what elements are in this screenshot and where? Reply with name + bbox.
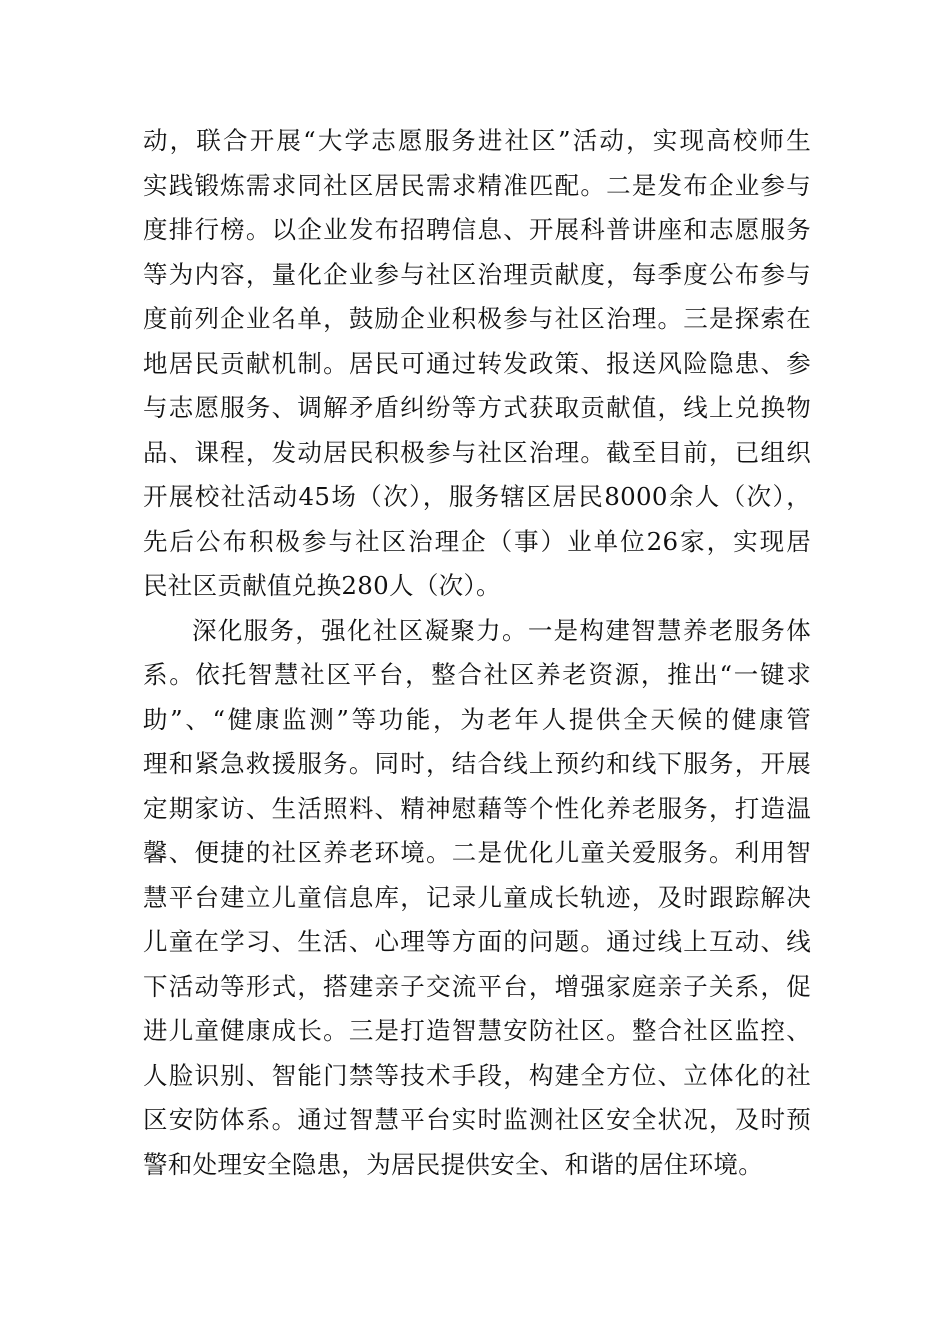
text-line: 度排行榜。以企业发布招聘信息、开展科普讲座和志愿服务 <box>143 215 811 244</box>
text-line: 定期家访、生活照料、精神慰藉等个性化养老服务，打造温 <box>143 793 811 823</box>
text-line: 实践锻炼需求同社区居民需求精准匹配。二是发布企业参与 <box>143 170 811 200</box>
text-line: 人脸识别、智能门禁等技术手段，构建全方位、立体化的社 <box>143 1060 811 1090</box>
text-line: 区安防体系。通过智慧平台实时监测社区安全状况，及时预 <box>143 1105 811 1134</box>
text-line: 先后公布积极参与社区治理企（事）业单位26家，实现居 <box>143 526 811 556</box>
text-line: 地居民贡献机制。居民可通过转发政策、报送风险隐患、参 <box>143 348 811 378</box>
text-line: 度前列企业名单，鼓励企业积极参与社区治理。三是探索在 <box>143 304 811 333</box>
text-line: 馨、便捷的社区养老环境。二是优化儿童关爱服务。利用智 <box>143 838 811 867</box>
text-line: 深化服务，强化社区凝聚力。一是构建智慧养老服务体 <box>192 615 811 645</box>
text-line: 系。依托智慧社区平台，整合社区养老资源，推出“一键求 <box>143 660 811 689</box>
paragraph-1 <box>143 119 811 609</box>
paragraph-2 <box>143 609 811 1188</box>
document-body <box>143 119 811 1187</box>
text-line: 民社区贡献值兑换280人（次）。 <box>143 571 501 600</box>
text-line: 等为内容，量化企业参与社区治理贡献度，每季度公布参与 <box>143 259 811 289</box>
text-line: 儿童在学习、生活、心理等方面的问题。通过线上互动、线 <box>143 927 811 956</box>
text-line: 慧平台建立儿童信息库，记录儿童成长轨迹，及时跟踪解决 <box>143 882 811 912</box>
text-line: 警和处理安全隐患，为居民提供安全、和谐的居住环境。 <box>143 1149 763 1179</box>
text-line: 与志愿服务、调解矛盾纠纷等方式获取贡献值，线上兑换物 <box>143 393 811 422</box>
text-line: 开展校社活动45场（次），服务辖区居民8000余人（次）， <box>143 482 811 511</box>
text-line: 动，联合开展“大学志愿服务进社区”活动，实现高校师生 <box>143 126 811 155</box>
text-line: 下活动等形式，搭建亲子交流平台，增强家庭亲子关系，促 <box>143 971 811 1001</box>
text-line: 品、课程，发动居民积极参与社区治理。截至目前，已组织 <box>143 437 811 467</box>
text-line: 助”、“健康监测”等功能，为老年人提供全天候的健康管 <box>143 704 811 734</box>
text-line: 理和紧急救援服务。同时，结合线上预约和线下服务，开展 <box>143 749 811 778</box>
text-line: 进儿童健康成长。三是打造智慧安防社区。整合社区监控、 <box>143 1016 811 1045</box>
